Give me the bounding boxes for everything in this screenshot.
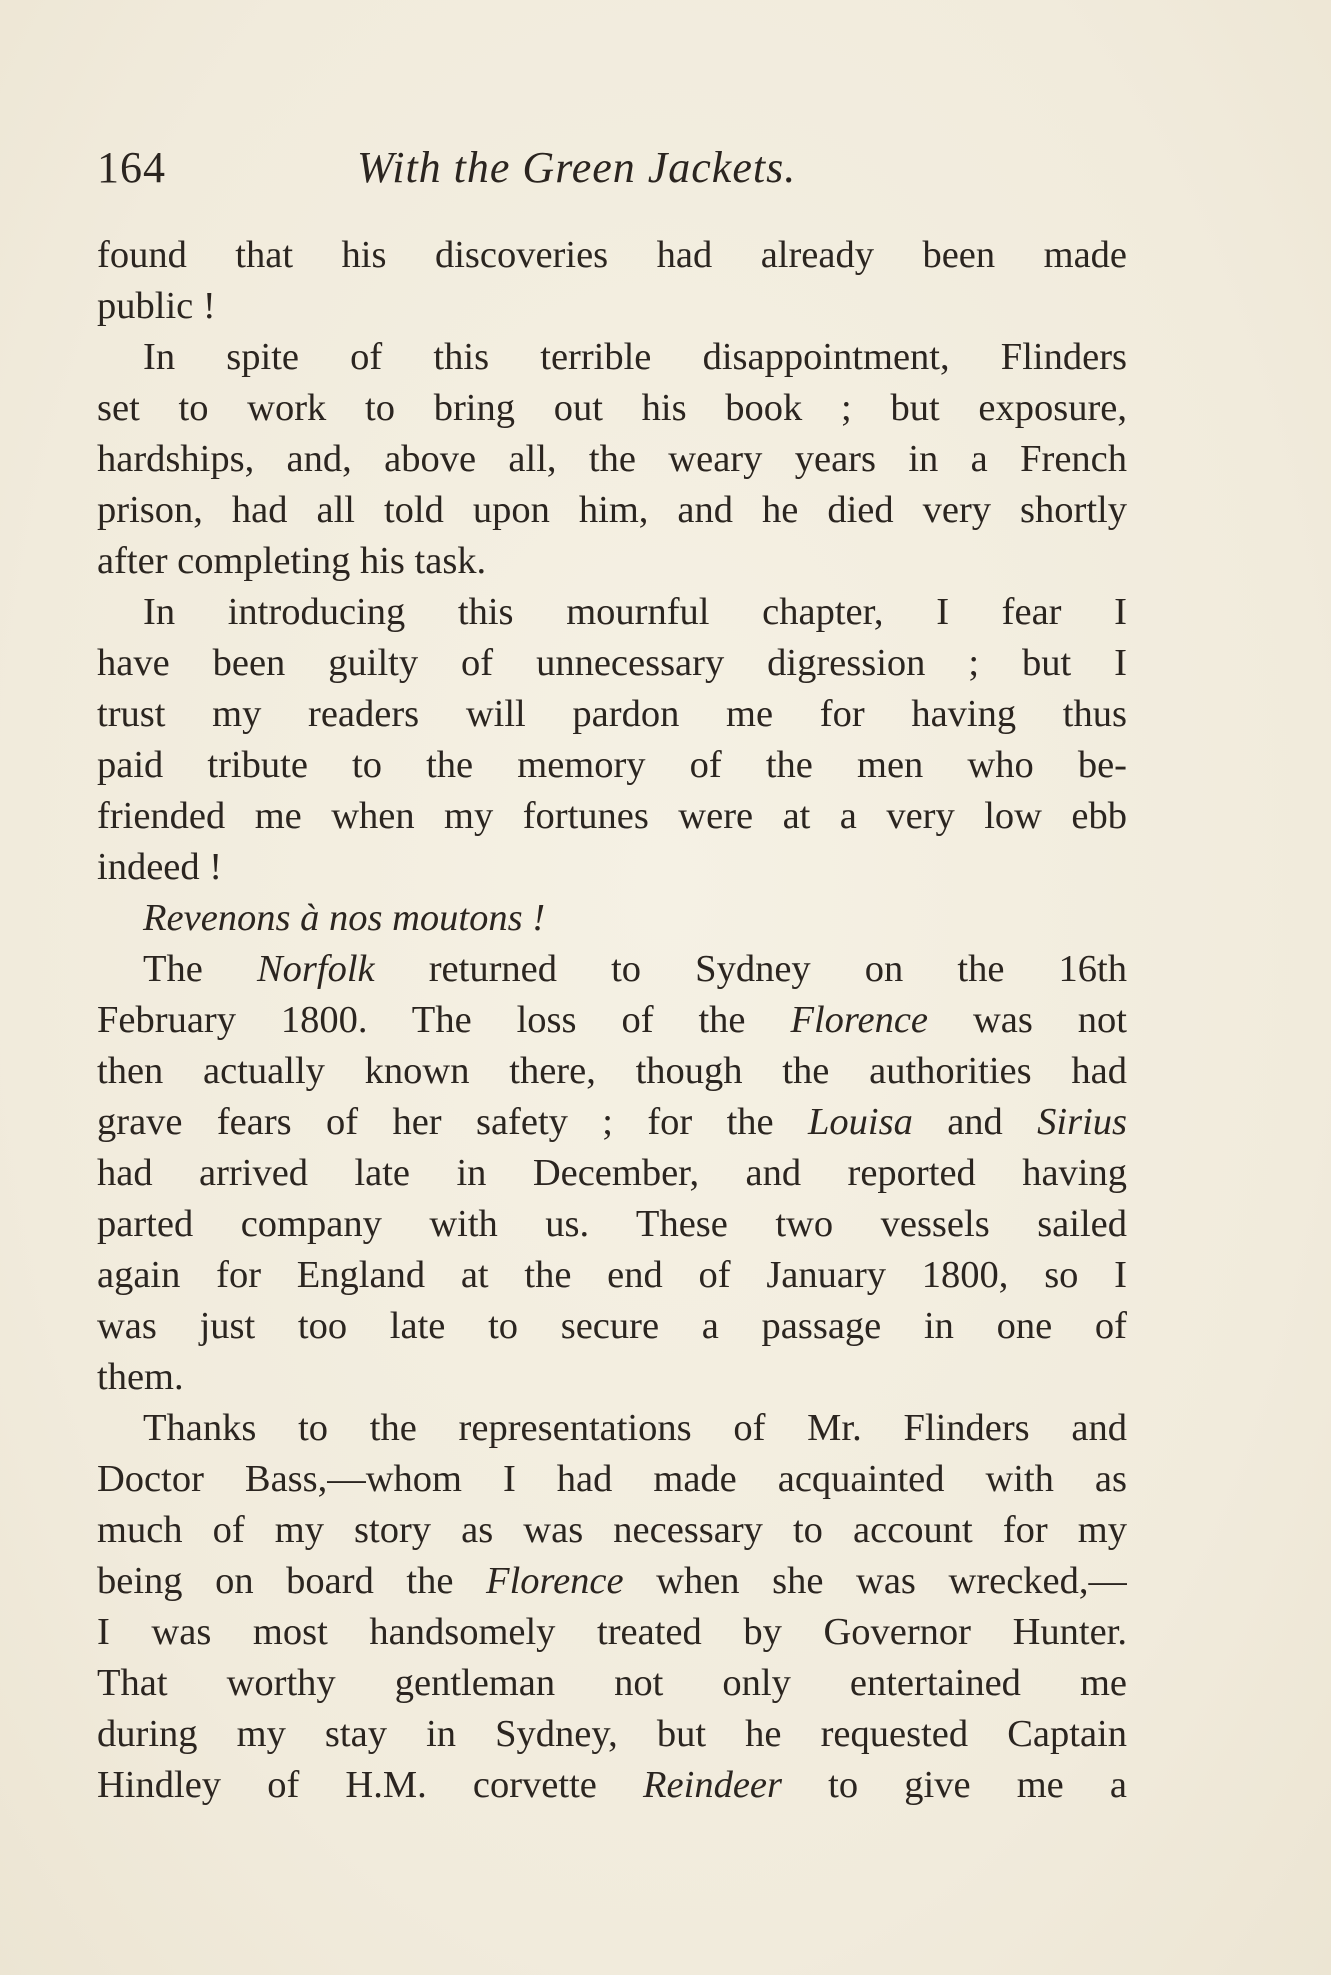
text-line: In spite of this terrible disappointment, Flinders [143,336,1127,378]
text-line: friended me when my fortunes were at a very low ebb [97,795,1127,837]
text-line: again for England at the end of January 1800, so I [97,1254,1127,1296]
text-line: found that his discoveries had already been made [97,234,1127,276]
text-line: had arrived late in December, and reported having [97,1152,1127,1194]
text-line: February 1800. The loss of the Florence was not [97,999,1127,1041]
text-line: trust my readers will pardon me for having thus [97,693,1127,735]
text-line: Doctor Bass,—whom I had made acquainted with as [97,1458,1127,1500]
text-line: Hindley of H.M. corvette Reindeer to give me a [97,1764,1127,1806]
page-number: 164 [97,143,166,192]
text-line: then actually known there, though the authorities had [97,1050,1127,1092]
text-line: grave fears of her safety ; for the Louisa and Sirius [97,1101,1127,1143]
text-line: being on board the Florence when she was wrecked,— [97,1560,1127,1602]
text-line: Revenons à nos moutons ! [143,897,546,939]
text-line: parted company with us. These two vessels sailed [97,1203,1127,1245]
text-line: hardships, and, above all, the weary years in a French [97,438,1127,480]
text-line: set to work to bring out his book ; but exposure, [97,387,1127,429]
text-line: during my stay in Sydney, but he requested Captain [97,1713,1127,1755]
text-line: That worthy gentleman not only entertained me [97,1662,1127,1704]
text-line: Thanks to the representations of Mr. Flinders and [143,1407,1127,1449]
running-title: With the Green Jackets. [357,143,797,192]
text-line: was just too late to secure a passage in one of [97,1305,1127,1347]
text-line: paid tribute to the memory of the men who be- [97,744,1127,786]
running-head [97,138,1127,198]
text-line: have been guilty of unnecessary digression ; but I [97,642,1127,684]
text-line: prison, had all told upon him, and he died very shortly [97,489,1127,531]
text-line: I was most handsomely treated by Governor Hunter. [97,1611,1127,1653]
body-text [97,230,1127,1811]
text-line: public ! [97,285,216,327]
text-line: In introducing this mournful chapter, I fear I [143,591,1127,633]
text-line: them. [97,1356,184,1398]
text-line: The Norfolk returned to Sydney on the 16th [143,948,1127,990]
text-line: after completing his task. [97,540,487,582]
text-line: indeed ! [97,846,223,888]
text-line: much of my story as was necessary to account for my [97,1509,1127,1551]
